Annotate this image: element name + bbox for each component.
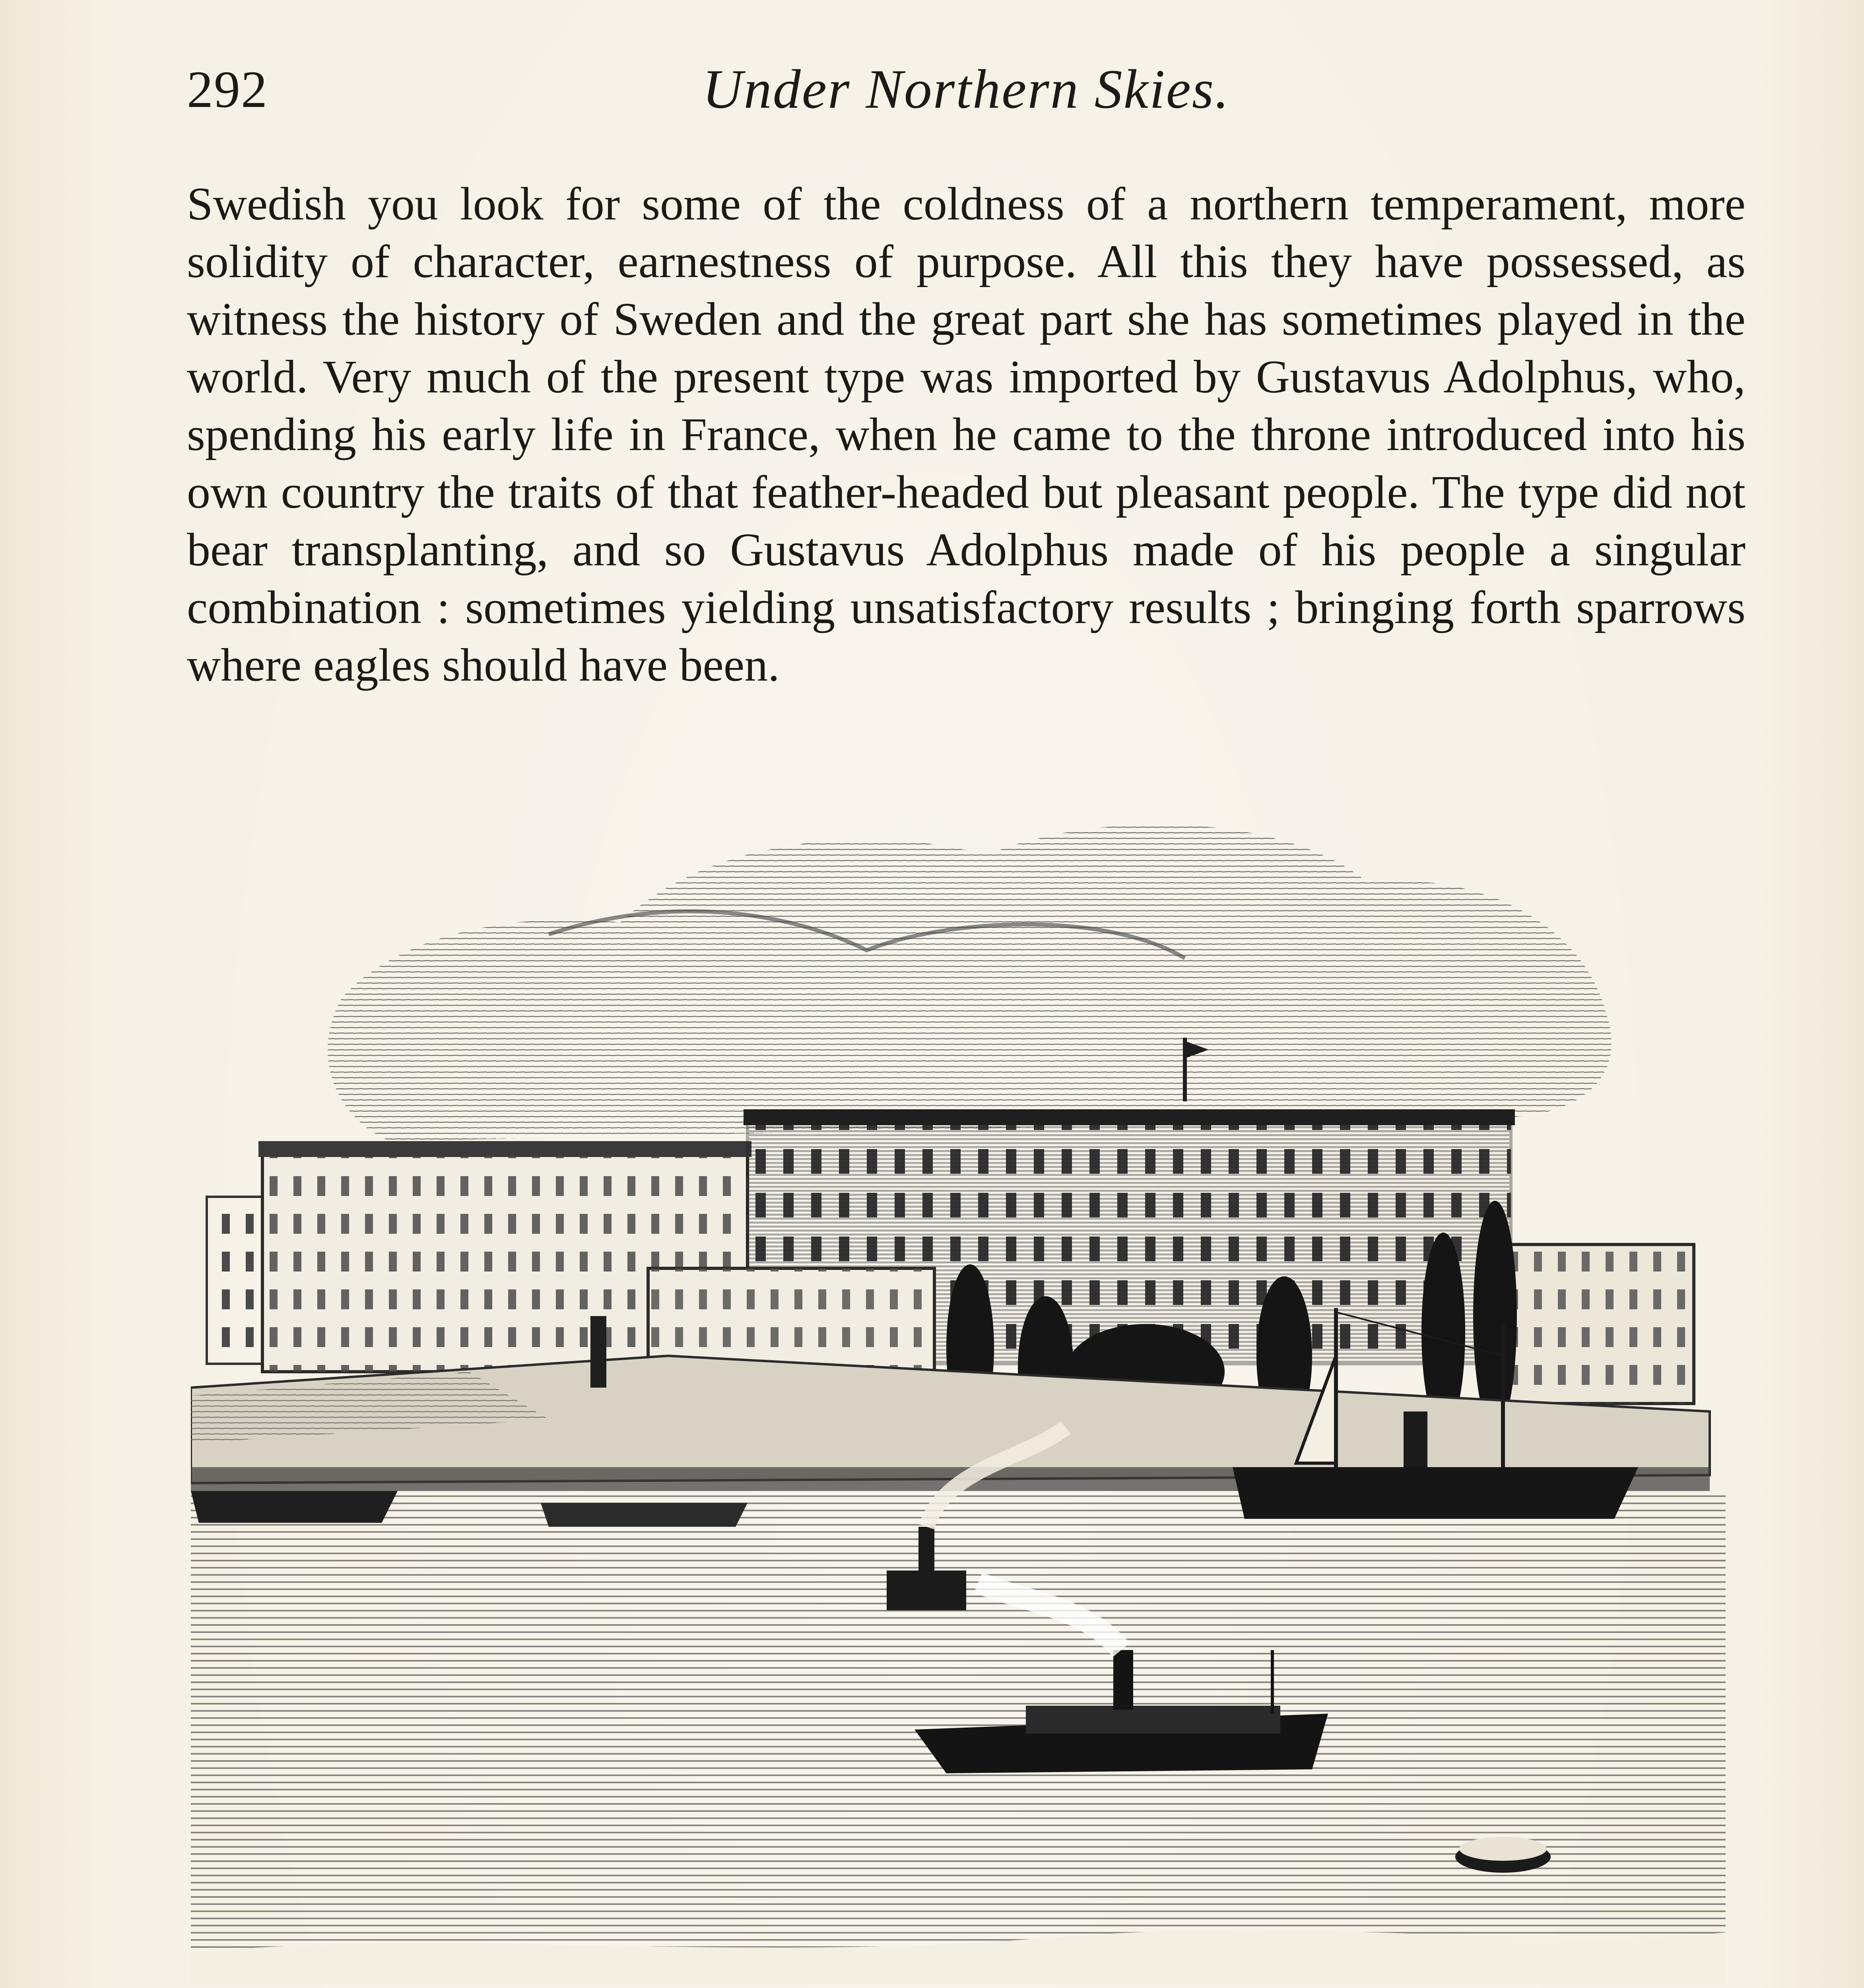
page-header [187,60,1746,119]
engraving-illustration [191,791,1726,1984]
statue [590,1316,606,1388]
water [191,1491,1726,1952]
running-title: Under Northern Skies. [702,58,1230,120]
paragraph: Swedish you look for some of the coldness of a northern temperament, more solidity of character, earnestness of purpose. All this they have possessed, as witness the history of Sweden and the great part she has sometimes played in the world. Very much of the present type was imported by Gustavus Adolphus, who, spending his early life in France, when he came to the throne introduced into his own country the traits of that feather-headed but pleasant people. The type did not bear transplanting, and so Gustavus Adolphus made of his people a singular combination : sometimes yielding unsatisfactory results ; bringing forth sparrows where eagles should have been. [187,178,1746,691]
boat-left [191,1491,398,1523]
page-number: 292 [187,60,268,118]
sky-clouds [328,825,1612,1141]
palace-engraving [191,791,1726,1984]
body-text-top [187,175,1746,694]
